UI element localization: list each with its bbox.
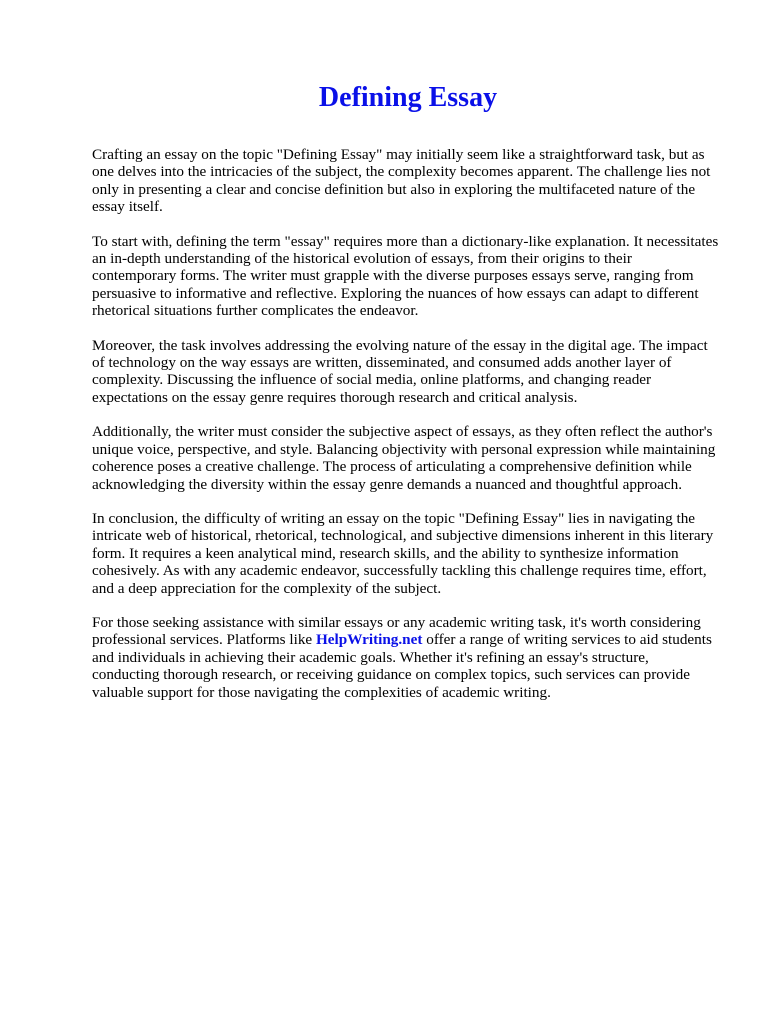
document-body bbox=[92, 146, 720, 701]
paragraph-5: In conclusion, the difficulty of writing an essay on the topic "Defining Essay" lies in navigating the intricate web of historical, rhetorical, technological, and subjective dimensions inherent in this literary form. It requires a keen analytical mind, research skills, and the ability to synthesize information cohesively. As with any academic endeavor, successfully tackling this challenge requires time, effort, and a deep appreciation for the complexity of the subject. bbox=[92, 509, 714, 597]
paragraph-4: Additionally, the writer must consider the subjective aspect of essays, as they often reflect the author's unique voice, perspective, and style. Balancing objectivity with personal expression while maintaining coherence poses a creative challenge. The process of articulating a comprehensive definition while acknowledging the diversity within the essay genre demands a nuanced and thoughtful approach. bbox=[92, 423, 716, 493]
helpwriting-link[interactable]: HelpWriting.net bbox=[315, 631, 423, 649]
paragraph-6 bbox=[92, 614, 720, 701]
paragraph-2: To start with, defining the term "essay" requires more than a dictionary-like explanation. It necessitates an in-depth understanding of the historical evolution of essays, from their origins to their contemporary forms. The writer must grapple with the diverse purposes essays serve, ranging from persuasive to informative and reflective. Exploring the nuances of how essays can adapt to different rhetorical situations further complicates the endeavor. bbox=[92, 232, 719, 320]
document-title: Defining Essay bbox=[318, 82, 498, 113]
paragraph-6-text-before-link: For those seeking assistance with similar essays or any academic writing task, it's worth considering professional services. Platforms like bbox=[92, 613, 701, 649]
paragraph-6-text-after-link: offer a range of writing services to aid students and individuals in achieving their academic goals. Whether it's refining an essay's structure, conducting thorough research, or receiving guidance on complex topics, such services can provide valuable support for those navigating the complexities of academic writing. bbox=[92, 631, 712, 701]
paragraph-1: Crafting an essay on the topic "Defining Essay" may initially seem like a straightforward task, but as one delves into the intricacies of the subject, the complexity becomes apparent. The challenge lies not only in presenting a clear and concise definition but also in exploring the multifaceted nature of the essay itself. bbox=[92, 146, 711, 216]
paragraph-3: Moreover, the task involves addressing the evolving nature of the essay in the digital age. The impact of technology on the way essays are written, disseminated, and consumed adds another layer of complexity. Discussing the influence of social media, online platforms, and changing reader expectations on the essay genre requires thorough research and critical analysis. bbox=[92, 336, 708, 406]
